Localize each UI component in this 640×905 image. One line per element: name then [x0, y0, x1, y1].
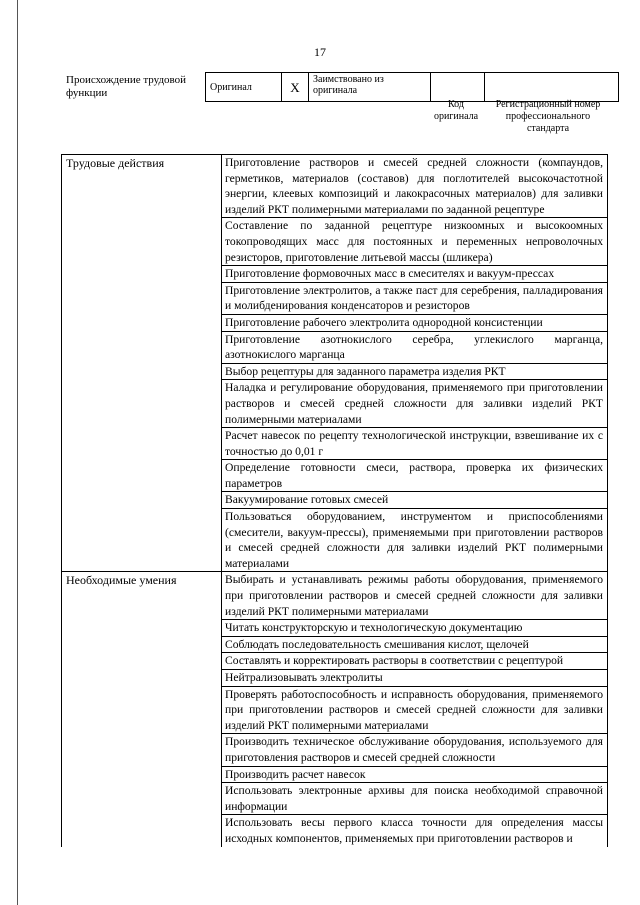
registration-cell [485, 73, 619, 102]
skills-row [62, 572, 608, 847]
list-item: Расчет навесок по рецепту технологической инструкции, взвешивание их с точностью до 0,01 г [222, 428, 607, 460]
list-item: Приготовление рабочего электролита однородной консистенции [222, 315, 607, 332]
list-item: Использовать электронные архивы для поиска необходимой справочной информации [222, 783, 607, 815]
origin-label: Происхождение трудовой функции [66, 74, 187, 99]
code-caption: Код оригинала [433, 99, 479, 122]
list-item: Составлять и корректировать растворы в соответствии с рецептурой [222, 653, 607, 670]
list-item: Использовать весы первого класса точности для определения массы исходных компонентов, применяемых при приготовлении растворов и [225, 816, 603, 845]
list-item: Наладка и регулирование оборудования, применяемого при приготовлении растворов и смесей средней сложности для заливки изделий РКТ полимерными материалами [222, 380, 607, 428]
function-table [61, 154, 608, 847]
list-item: Соблюдать последовательность смешивания кислот, щелочей [222, 637, 607, 654]
registration-caption: Регистрационный номер профессионального стандарта [495, 99, 601, 134]
list-item: Производить расчет навесок [222, 767, 607, 784]
list-item: Приготовление растворов и смесей средней сложности (компаундов, герметиков, материалов (составов) для поглотителей высокочастотной энергии, клеевых композиций и лакокрасочных материалов) для заливки изделий РКТ полимерными материалами по заданной рецептуре [222, 155, 607, 218]
labor-actions-label: Трудовые действия [62, 155, 222, 572]
skills-list [222, 572, 608, 847]
list-item: Проверять работоспособность и исправность оборудования, применяемого при приготовлении растворов и смесей средней сложности для заливки изделий РКТ полимерными материалами [222, 687, 607, 735]
list-item: Составление по заданной рецептуре низкоомных и высокоомных токопроводящих масс для постоянных и переменных непроволочных резисторов, приготовление литьевой массы (шликера) [222, 218, 607, 266]
skills-label: Необходимые умения [62, 572, 222, 847]
list-item: Приготовление формовочных масс в смесителях и вакуум-прессах [222, 266, 607, 283]
list-item: Вакуумирование готовых смесей [222, 492, 607, 509]
original-cell: Оригинал [206, 73, 282, 102]
list-item: Пользоваться оборудованием, инструментом и приспособлениями (смесители, вакуум-прессы), применяемыми при приготовлении растворов и смесей средней сложности для заливки изделий РКТ полимерными материалами [225, 510, 603, 570]
list-item: Определение готовности смеси, раствора, проверка их физических параметров [222, 460, 607, 492]
labor-actions-row [62, 155, 608, 572]
labor-actions-list [222, 155, 608, 572]
original-mark: X [282, 73, 309, 102]
origin-table [205, 72, 619, 102]
page-edge-line [17, 0, 18, 905]
list-item: Производить техническое обслуживание оборудования, используемого для приготовления растворов и смесей средней сложности [222, 734, 607, 766]
code-cell [431, 73, 485, 102]
list-item: Приготовление электролитов, а также паст для серебрения, палладирования и молибденирования конденсаторов и резисторов [222, 283, 607, 315]
list-item: Читать конструкторскую и технологическую документацию [222, 620, 607, 637]
list-item: Нейтрализовывать электролиты [222, 670, 607, 687]
list-item: Приготовление азотнокислого серебра, углекислого марганца, азотнокислого марганца [222, 332, 607, 364]
borrowed-cell: Заимствовано из оригинала [309, 73, 431, 102]
list-item: Выбор рецептуры для заданного параметра изделия РКТ [222, 364, 607, 381]
page-number: 17 [314, 45, 326, 59]
list-item: Выбирать и устанавливать режимы работы оборудования, применяемого при приготовлении растворов и смесей средней сложности для заливки изделий РКТ полимерными материалами [222, 572, 607, 620]
